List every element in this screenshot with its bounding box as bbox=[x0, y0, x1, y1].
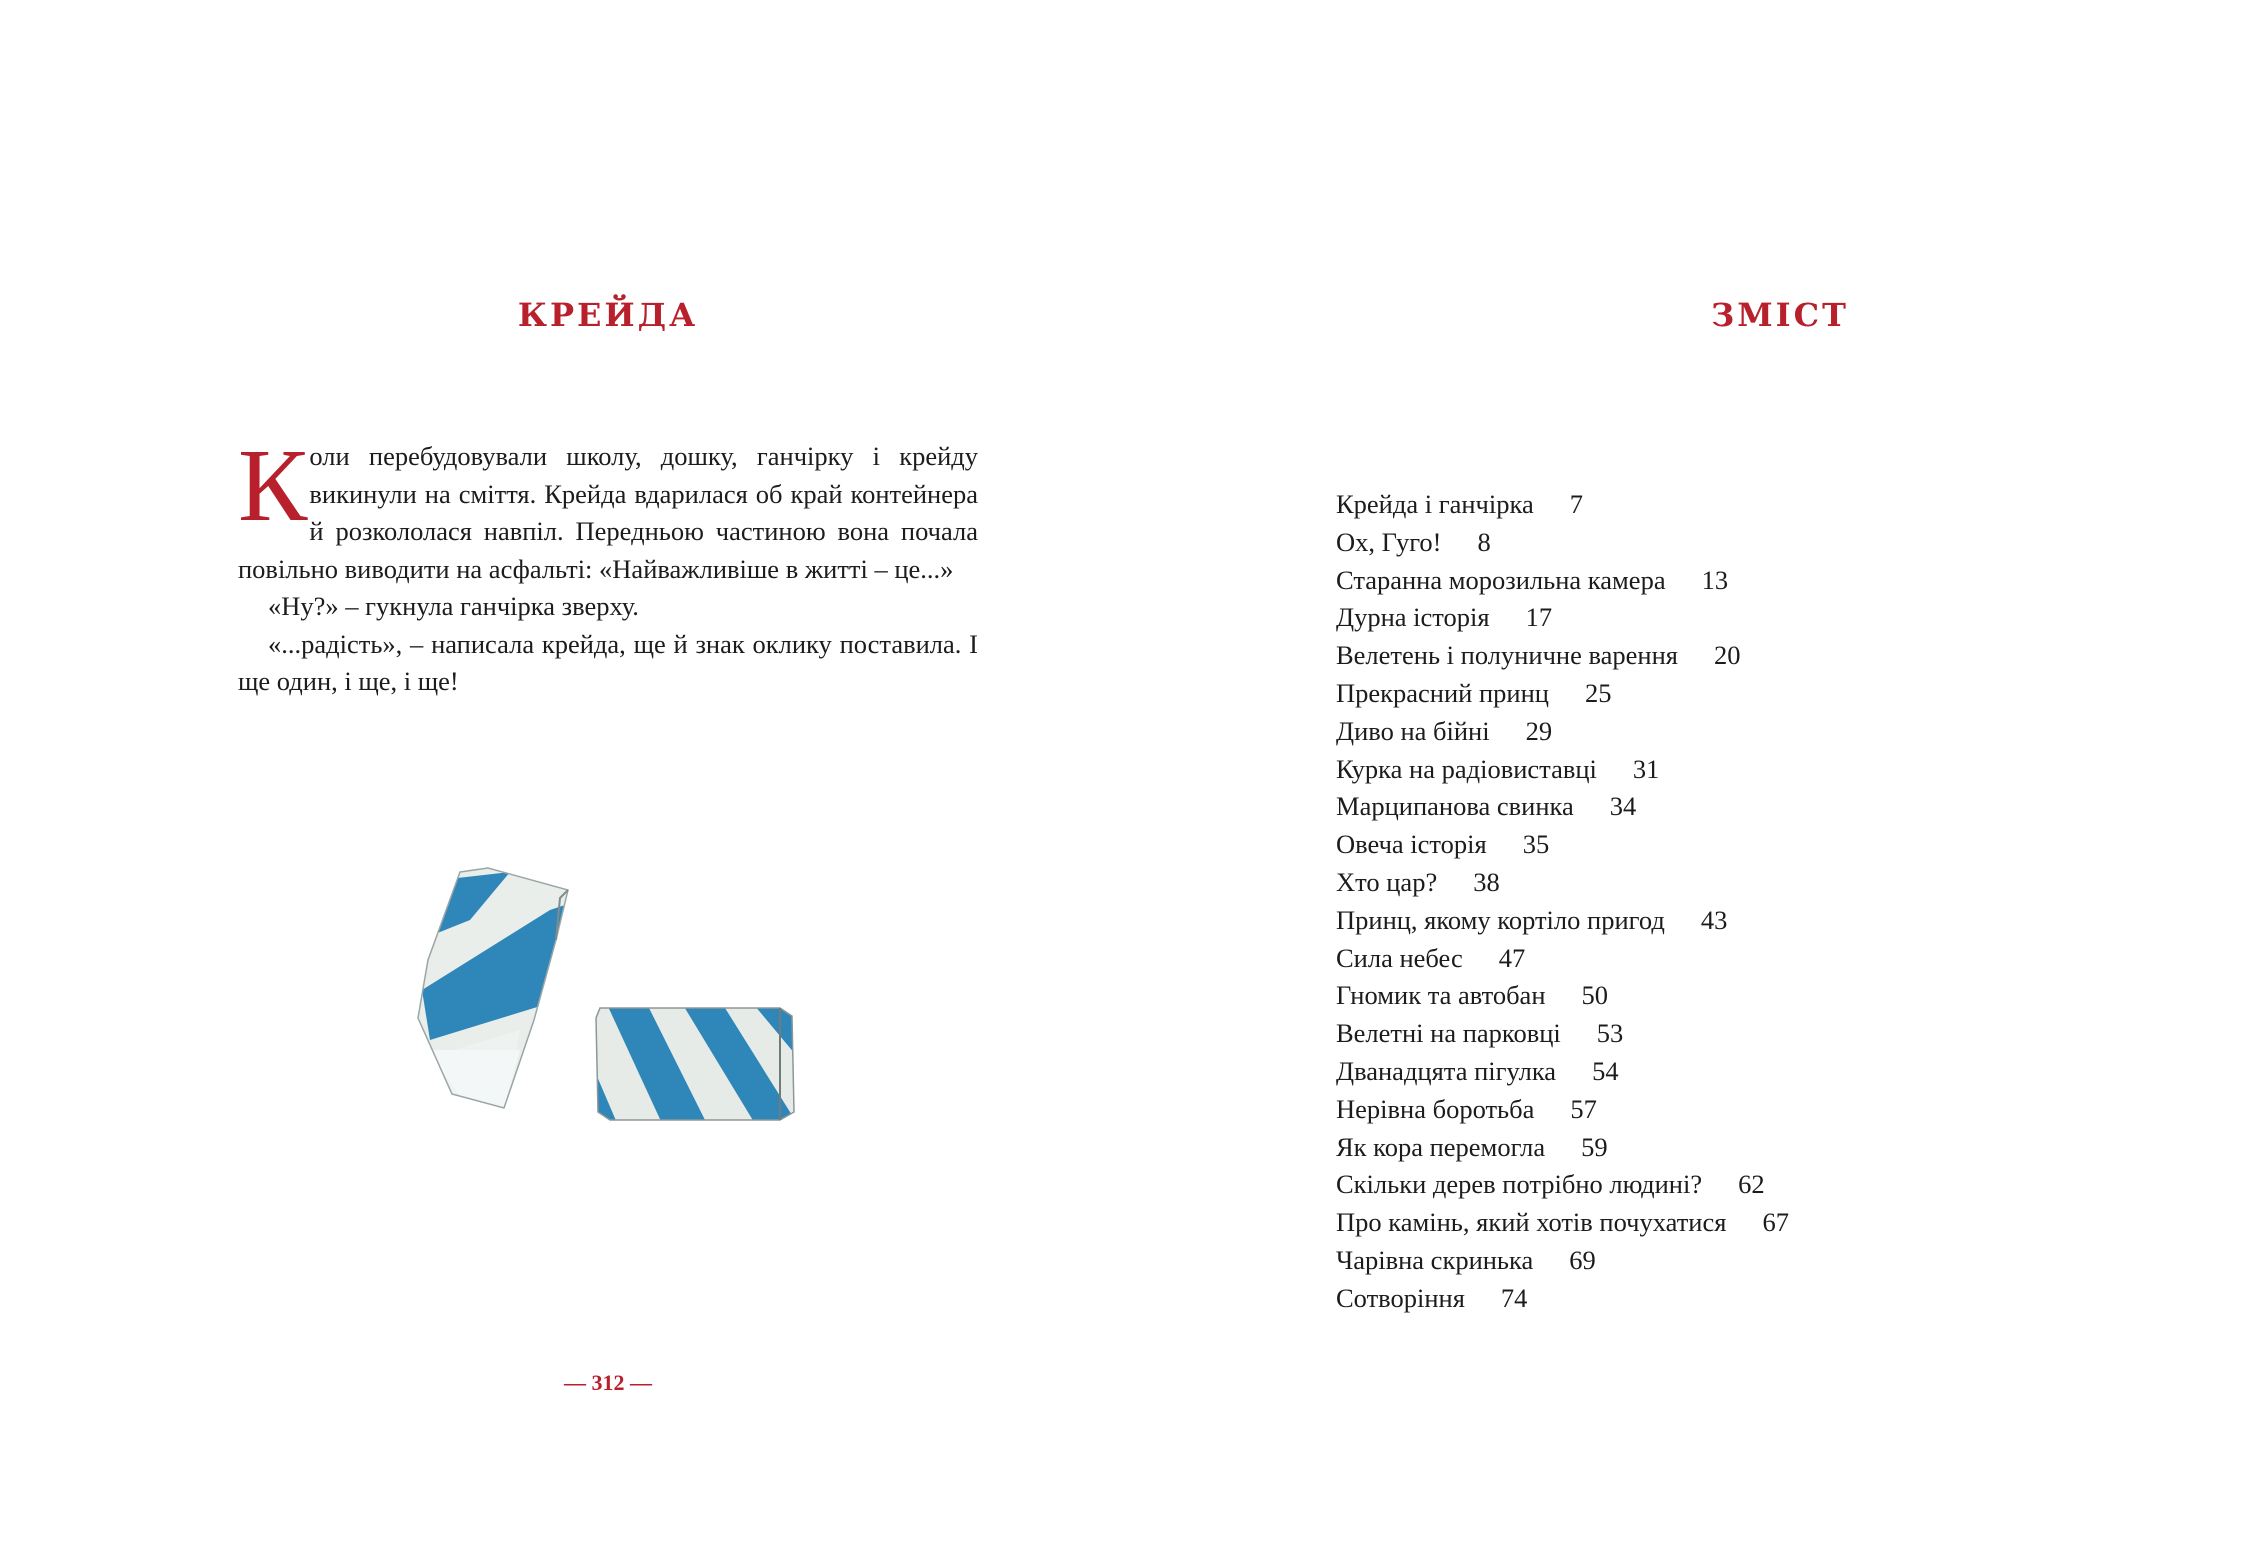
chalk-illustration bbox=[400, 850, 830, 1130]
toc-entry-title: Скільки дерев потрібно людині? bbox=[1336, 1169, 1703, 1200]
toc-entry[interactable] bbox=[1336, 599, 1789, 637]
chalk-block bbox=[590, 1000, 800, 1130]
toc-entry-page: 62 bbox=[1738, 1169, 1765, 1200]
toc-entry[interactable] bbox=[1336, 751, 1789, 789]
story-paragraph-text: оли перебудовували школу, дошку, ганчірку і крейду викинули на сміття. Крейда вдарилася об край контейнера й розкололася навпіл. Передньою частиною вона почала повільно виводити на асфальті: «Найважливіше в житті – це...» bbox=[238, 441, 978, 584]
toc-entry-page: 43 bbox=[1700, 904, 1728, 935]
broken-chalk-piece bbox=[400, 850, 600, 1130]
toc-entry-page: 31 bbox=[1632, 753, 1660, 784]
toc-entry[interactable] bbox=[1336, 675, 1789, 713]
toc-list bbox=[1336, 486, 1789, 1318]
toc-entry-page: 69 bbox=[1569, 1244, 1596, 1275]
toc-entry-page: 7 bbox=[1569, 489, 1583, 519]
toc-entry-title: Курка на радіовиставці bbox=[1336, 753, 1597, 784]
toc-entry[interactable] bbox=[1336, 1129, 1789, 1167]
toc-entry-title: Дванадцята пігулка bbox=[1336, 1055, 1557, 1086]
toc-entry[interactable] bbox=[1336, 1242, 1789, 1280]
toc-entry[interactable] bbox=[1336, 977, 1789, 1015]
toc-entry-title: Як кора перемогла bbox=[1336, 1131, 1546, 1162]
toc-entry-page: 59 bbox=[1581, 1131, 1608, 1162]
story-title: КРЕЙДА bbox=[517, 296, 699, 334]
toc-entry-title: Овеча історія bbox=[1336, 829, 1487, 860]
page-number: — 312 — bbox=[564, 1370, 652, 1395]
toc-entry[interactable] bbox=[1336, 637, 1789, 675]
toc-entry[interactable] bbox=[1336, 1053, 1789, 1091]
toc-entry[interactable] bbox=[1336, 1166, 1789, 1204]
toc-entry-page: 57 bbox=[1570, 1093, 1597, 1124]
toc-entry-title: Ох, Гуго! bbox=[1336, 526, 1442, 557]
toc-entry-page: 47 bbox=[1498, 942, 1526, 973]
toc-entry-page: 34 bbox=[1609, 791, 1637, 822]
toc-entry-title: Велетні на парковці bbox=[1336, 1018, 1561, 1049]
toc-entry-title: Дурна історія bbox=[1336, 602, 1490, 633]
toc-entry[interactable] bbox=[1336, 524, 1789, 562]
toc-entry[interactable] bbox=[1336, 902, 1789, 940]
story-paragraph bbox=[238, 428, 978, 588]
toc-entry[interactable] bbox=[1336, 826, 1789, 864]
right-page bbox=[1122, 0, 2244, 1565]
toc-entry-page: 13 bbox=[1701, 564, 1729, 595]
toc-entry[interactable] bbox=[1336, 713, 1789, 751]
drop-cap: К bbox=[238, 428, 308, 543]
story-body bbox=[238, 428, 978, 701]
toc-entry-page: 35 bbox=[1522, 829, 1550, 860]
toc-entry-page: 54 bbox=[1592, 1055, 1619, 1086]
toc-entry-page: 25 bbox=[1584, 677, 1612, 708]
toc-entry-title: Сотворіння bbox=[1336, 1282, 1465, 1313]
toc-entry[interactable] bbox=[1336, 1204, 1789, 1242]
toc-entry-title: Диво на бійні bbox=[1336, 715, 1490, 746]
toc-entry-page: 29 bbox=[1525, 715, 1553, 746]
toc-entry-page: 17 bbox=[1525, 602, 1553, 633]
toc-entry-title: Велетень і полуничне варення bbox=[1336, 640, 1678, 671]
toc-entry-title: Гномик та автобан bbox=[1336, 980, 1546, 1011]
toc-entry-title: Принц, якому кортіло пригод bbox=[1336, 904, 1665, 935]
toc-entry[interactable] bbox=[1336, 1091, 1789, 1129]
toc-entry[interactable] bbox=[1336, 486, 1789, 524]
toc-entry-page: 38 bbox=[1473, 866, 1500, 897]
toc-entry[interactable] bbox=[1336, 1280, 1789, 1318]
toc-entry-title: Крейда і ганчірка bbox=[1336, 489, 1534, 519]
toc-entry-title: Чарівна скринька bbox=[1336, 1244, 1534, 1275]
toc-entry-title: Сила небес bbox=[1336, 942, 1463, 973]
toc-entry-page: 50 bbox=[1581, 980, 1609, 1011]
toc-entry-title: Нерівна боротьба bbox=[1336, 1093, 1535, 1124]
toc-entry-page: 53 bbox=[1596, 1018, 1624, 1049]
story-paragraph: «...радість», – написала крейда, ще й знак оклику поставила. І ще один, і ще, і ще! bbox=[238, 628, 978, 696]
toc-entry[interactable] bbox=[1336, 562, 1789, 600]
toc-entry[interactable] bbox=[1336, 940, 1789, 978]
toc-entry-page: 20 bbox=[1713, 640, 1741, 671]
toc-entry-page: 8 bbox=[1477, 526, 1491, 557]
toc-entry-page: 67 bbox=[1762, 1207, 1789, 1238]
toc-entry-title: Старанна морозильна камера bbox=[1336, 564, 1666, 595]
toc-entry-title: Прекрасний принц bbox=[1336, 677, 1549, 708]
toc-entry[interactable] bbox=[1336, 788, 1789, 826]
toc-entry[interactable] bbox=[1336, 1015, 1789, 1053]
story-paragraph: «Ну?» – гукнула ганчірка зверху. bbox=[268, 591, 639, 621]
toc-entry[interactable] bbox=[1336, 864, 1789, 902]
toc-entry-title: Хто цар? bbox=[1336, 866, 1438, 897]
toc-entry-title: Про камінь, який хотів почухатися bbox=[1336, 1207, 1727, 1238]
toc-entry-page: 74 bbox=[1500, 1282, 1528, 1313]
toc-entry-title: Марципанова свинка bbox=[1336, 791, 1574, 822]
toc-title: ЗМІСТ bbox=[1711, 296, 1849, 334]
